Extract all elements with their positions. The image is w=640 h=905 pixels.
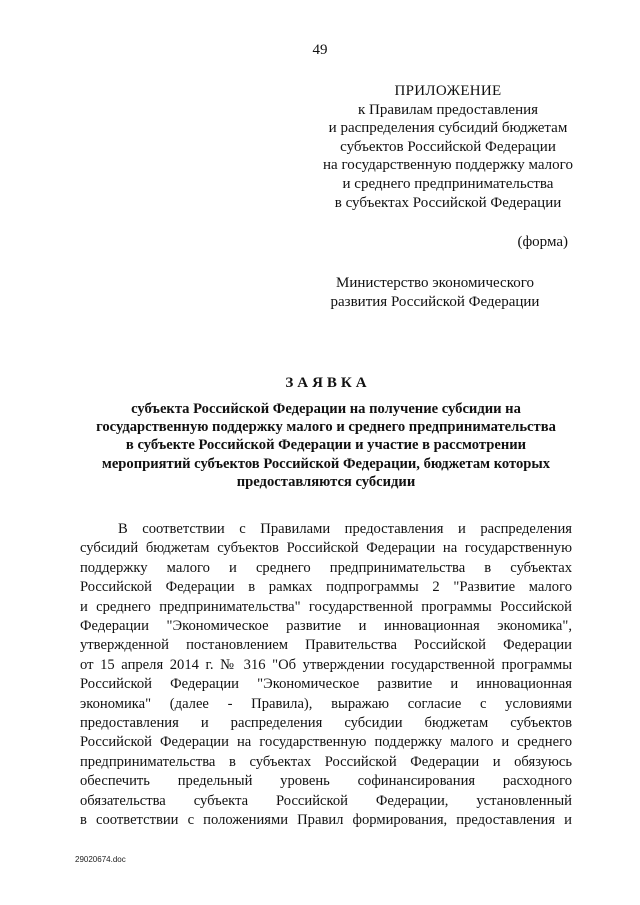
document-file-code: 29020674.doc bbox=[75, 855, 126, 864]
body-line: Российской Федерации "Экономическое развитие и инновационная bbox=[80, 676, 572, 693]
body-line: утвержденной постановлением Правительства Российской Федерации bbox=[80, 637, 572, 654]
appendix-title: ПРИЛОЖЕНИЕ bbox=[394, 83, 502, 99]
body-line: Российской Федерации на государственную поддержку малого и среднего bbox=[80, 734, 572, 751]
body-line: предоставления и распределения субсидии бюджетам субъектов bbox=[80, 715, 572, 732]
body-line: Федерации "Экономическое развитие и инновационная экономика", bbox=[80, 618, 572, 635]
body-line: в соответствии с положениями Правил формирования, предоставления и bbox=[80, 812, 572, 829]
appendix-line: к Правилам предоставления bbox=[357, 101, 539, 118]
subtitle-line: в субъекте Российской Федерации и участие в рассмотрении bbox=[125, 437, 527, 454]
body-line: В соответствии с Правилами предоставления и распределения bbox=[118, 521, 572, 537]
subtitle-line: государственную поддержку малого и среднего предпринимательства bbox=[96, 419, 556, 436]
appendix-line: субъектов Российской Федерации bbox=[340, 138, 556, 155]
ministry-addressee bbox=[300, 274, 570, 312]
body-line: обеспечить предельный уровень софинансирования расходного bbox=[80, 773, 572, 790]
body-line: и среднего предпринимательства" государственной программы Российской bbox=[80, 598, 572, 615]
document-title: ЗАЯВКА bbox=[285, 375, 371, 391]
appendix-line: и среднего предпринимательства bbox=[342, 175, 554, 192]
appendix-line: и распределения субсидий бюджетам bbox=[328, 120, 568, 137]
ministry-line: развития Российской Федерации bbox=[330, 294, 540, 310]
body-line: субсидий бюджетам субъектов Российской Федерации на государственную bbox=[80, 540, 572, 557]
appendix-line: на государственную поддержку малого bbox=[323, 157, 573, 174]
body-paragraph bbox=[80, 520, 572, 831]
body-line: от 15 апреля 2014 г. № 316 "Об утверждении государственной программы bbox=[80, 656, 572, 673]
body-line: Российской Федерации в рамках подпрограммы 2 "Развитие малого bbox=[80, 579, 572, 596]
form-mark: (форма) bbox=[517, 234, 568, 250]
body-line: предпринимательства в субъектах Российской Федерации и обязуюсь bbox=[80, 753, 572, 770]
subtitle-line: предоставляются субсидии bbox=[236, 473, 416, 490]
appendix-block bbox=[298, 82, 598, 212]
subtitle-line: мероприятий субъектов Российской Федерации, бюджетам которых bbox=[101, 455, 551, 472]
document-subtitle bbox=[80, 400, 572, 491]
body-line: экономика" (далее - Правила), выражаю согласие с условиями bbox=[80, 695, 572, 712]
body-line: поддержку малого и среднего предпринимательства в субъектах bbox=[80, 559, 572, 576]
ministry-line: Министерство экономического bbox=[336, 275, 534, 291]
body-line: обязательства субъекта Российской Федерации, установленный bbox=[80, 792, 572, 809]
appendix-line: в субъектах Российской Федерации bbox=[334, 194, 562, 211]
subtitle-line: субъекта Российской Федерации на получение субсидии на bbox=[131, 401, 521, 417]
page-number: 49 bbox=[312, 42, 328, 58]
